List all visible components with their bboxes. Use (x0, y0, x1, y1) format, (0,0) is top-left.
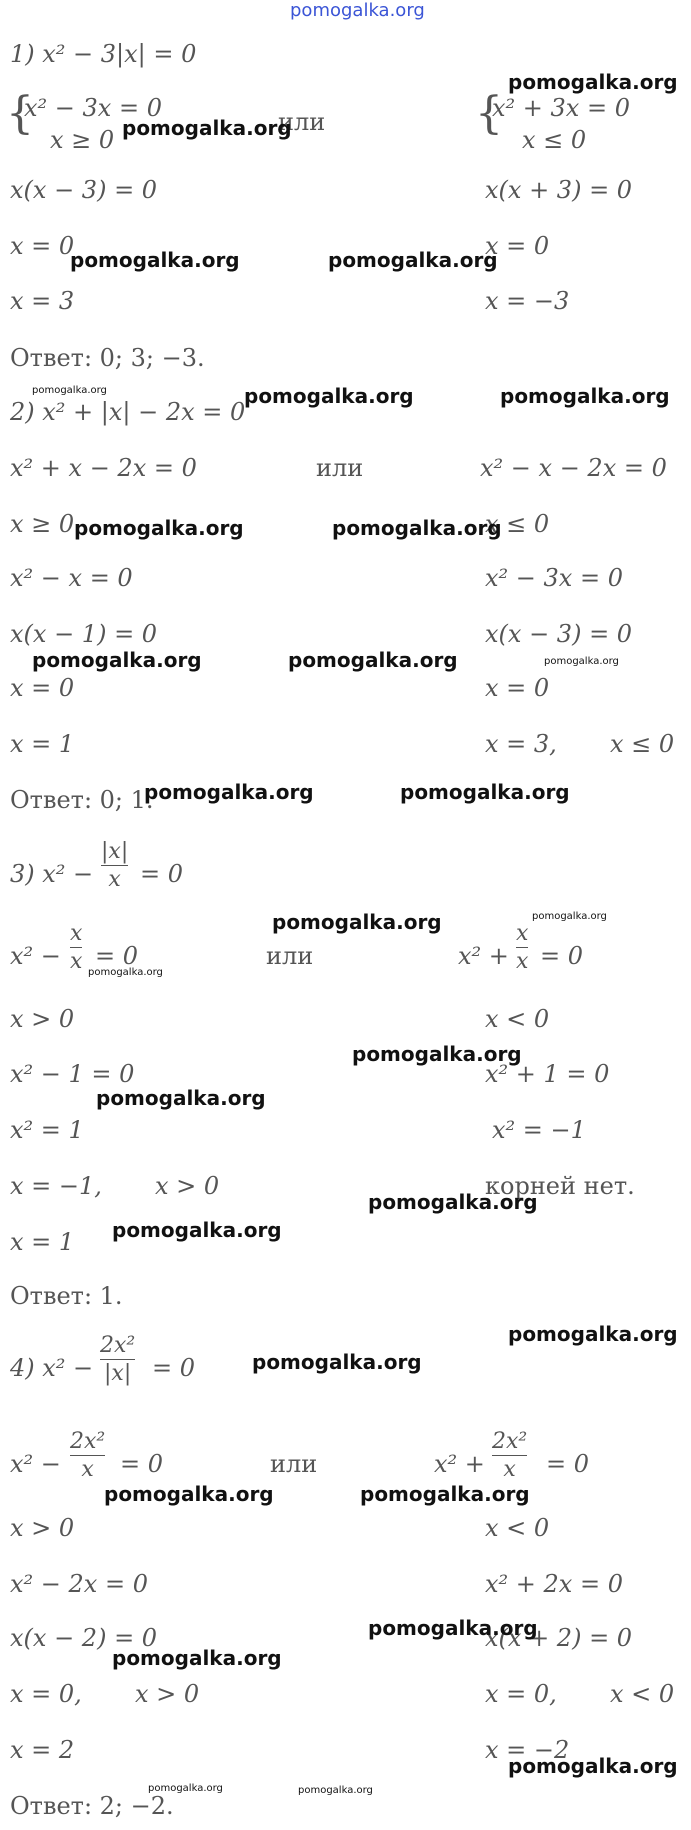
p3-title-denominator: x (108, 867, 121, 893)
watermark: pomogalka.org (70, 248, 240, 272)
watermark: pomogalka.org (112, 1218, 282, 1242)
watermark: pomogalka.org (288, 648, 458, 672)
watermark: pomogalka.org (532, 911, 607, 922)
p1-sys-right-2: x ≤ 0 (522, 126, 587, 154)
watermark: pomogalka.org (328, 248, 498, 272)
p3-left-1: x > 0 (10, 1005, 75, 1033)
p1-left-2: x = 0 (10, 232, 75, 260)
p2-right-5-condition: x ≤ 0 (610, 730, 675, 758)
p1-sys-right-1: x² + 3x = 0 (492, 94, 630, 122)
p4-title-pre: 4) x² − (10, 1354, 94, 1382)
watermark: pomogalka.org (244, 384, 414, 408)
p4-right-0-pre: x² + (434, 1450, 485, 1478)
p2-right-5: x = 3, (485, 730, 557, 758)
p3-left-0-denominator: x (70, 949, 83, 975)
watermark: pomogalka.org (32, 385, 107, 396)
p3-right-0-pre: x² + (458, 942, 509, 970)
p4-left-4-condition: x > 0 (135, 1680, 200, 1708)
watermark: pomogalka.org (74, 516, 244, 540)
watermark: pomogalka.org (272, 910, 442, 934)
p2-left-4: x = 0 (10, 674, 75, 702)
p3-left-2: x² − 1 = 0 (10, 1060, 135, 1088)
p3-title-numerator: |x| (101, 839, 129, 864)
problem-1-title: 1) x² − 3|x| = 0 (10, 40, 197, 68)
p4-title-numerator: 2x² (100, 1333, 136, 1358)
p4-right-0-denominator: x (503, 1457, 516, 1483)
watermark: pomogalka.org (544, 656, 619, 667)
watermark: pomogalka.org (104, 1482, 274, 1506)
p2-left-2: x² − x = 0 (10, 564, 133, 592)
p3-right-0-fraction (516, 922, 528, 973)
p1-answer: Ответ: 0; 3; −3. (10, 344, 205, 372)
watermark: pomogalka.org (298, 1785, 373, 1796)
p4-left-5: x = 2 (10, 1736, 75, 1764)
p3-title-pre: 3) x² − (10, 860, 94, 888)
p4-right-0-numerator: 2x² (492, 1429, 528, 1454)
watermark: pomogalka.org (122, 116, 292, 140)
watermark: pomogalka.org (332, 516, 502, 540)
watermark: pomogalka.org (508, 70, 678, 94)
p4-left-0-fraction (70, 1430, 105, 1481)
watermark: pomogalka.org (368, 1616, 538, 1640)
p4-or: или (270, 1450, 318, 1478)
p4-right-1: x < 0 (485, 1514, 550, 1542)
top-watermark: pomogalka.org (290, 0, 425, 21)
watermark: pomogalka.org (112, 1646, 282, 1670)
p3-title-post: = 0 (140, 860, 184, 888)
p3-left-0-fraction (70, 922, 82, 973)
p2-left-5: x = 1 (10, 730, 75, 758)
p4-right-5: x = −2 (485, 1736, 570, 1764)
p3-right-0-denominator: x (516, 949, 529, 975)
p1-right-1: x(x + 3) = 0 (485, 176, 633, 204)
watermark: pomogalka.org (352, 1042, 522, 1066)
p2-or: или (316, 454, 364, 482)
p3-right-3: x² = −1 (492, 1116, 586, 1144)
p4-right-0-post: = 0 (546, 1450, 590, 1478)
p4-answer: Ответ: 2; −2. (10, 1792, 174, 1820)
p4-right-4-condition: x < 0 (610, 1680, 675, 1708)
p1-or: или (278, 108, 326, 136)
p2-right-2: x² − 3x = 0 (485, 564, 623, 592)
watermark: pomogalka.org (32, 648, 202, 672)
p1-right-3: x = −3 (485, 287, 570, 315)
p4-left-0-post: = 0 (120, 1450, 164, 1478)
problem-2-title: 2) x² + |x| − 2x = 0 (10, 398, 246, 426)
p3-left-3: x² = 1 (10, 1116, 84, 1144)
p3-right-2: x² + 1 = 0 (485, 1060, 610, 1088)
p4-left-0-pre: x² − (10, 1450, 61, 1478)
watermark: pomogalka.org (360, 1482, 530, 1506)
p4-left-0-denominator: x (81, 1457, 94, 1483)
p4-left-4: x = 0, (10, 1680, 82, 1708)
watermark: pomogalka.org (400, 780, 570, 804)
p3-left-4-condition: x > 0 (155, 1172, 220, 1200)
watermark: pomogalka.org (508, 1754, 678, 1778)
p2-left-3: x(x − 1) = 0 (10, 620, 158, 648)
p1-sys-left-2: x ≥ 0 (50, 126, 115, 154)
p4-left-0-numerator: 2x² (70, 1429, 106, 1454)
p4-left-3: x(x − 2) = 0 (10, 1624, 158, 1652)
p3-left-0-pre: x² − (10, 942, 61, 970)
watermark: pomogalka.org (368, 1190, 538, 1214)
p4-right-3: x(x + 2) = 0 (485, 1624, 633, 1652)
p2-right-4: x = 0 (485, 674, 550, 702)
p3-right-1: x < 0 (485, 1005, 550, 1033)
p1-right-2: x = 0 (485, 232, 550, 260)
p1-left-1: x(x − 3) = 0 (10, 176, 158, 204)
watermark: pomogalka.org (96, 1086, 266, 1110)
system-brace-right: { (475, 88, 503, 139)
p3-right-0-numerator: x (516, 921, 529, 946)
p3-right-0-post: = 0 (540, 942, 584, 970)
p2-left-1: x ≥ 0 (10, 510, 75, 538)
p3-left-0-numerator: x (70, 921, 83, 946)
p3-title-fraction (101, 840, 128, 891)
p2-answer: Ответ: 0; 1. (10, 786, 154, 814)
watermark: pomogalka.org (144, 780, 314, 804)
p4-left-2: x² − 2x = 0 (10, 1570, 148, 1598)
system-brace-left: { (6, 88, 34, 139)
watermark: pomogalka.org (508, 1322, 678, 1346)
p4-left-1: x > 0 (10, 1514, 75, 1542)
p4-right-4: x = 0, (485, 1680, 557, 1708)
p4-right-0-fraction (492, 1430, 527, 1481)
p2-left-0: x² + x − 2x = 0 (10, 454, 197, 482)
p2-right-3: x(x − 3) = 0 (485, 620, 633, 648)
p3-or: или (266, 942, 314, 970)
p2-right-1: x ≤ 0 (485, 510, 550, 538)
p3-right-4: корней нет. (485, 1172, 635, 1200)
watermark: pomogalka.org (500, 384, 670, 408)
watermark: pomogalka.org (252, 1350, 422, 1374)
watermark: pomogalka.org (148, 1783, 223, 1794)
p4-title-post: = 0 (152, 1354, 196, 1382)
p3-left-4: x = −1, (10, 1172, 102, 1200)
p1-sys-left-1: x² − 3x = 0 (24, 94, 162, 122)
p2-right-0: x² − x − 2x = 0 (480, 454, 667, 482)
p3-answer: Ответ: 1. (10, 1282, 123, 1310)
p1-left-3: x = 3 (10, 287, 75, 315)
p4-title-fraction (100, 1334, 135, 1385)
p3-left-0-post: = 0 (95, 942, 139, 970)
p4-right-2: x² + 2x = 0 (485, 1570, 623, 1598)
watermark: pomogalka.org (88, 967, 163, 978)
p3-left-5: x = 1 (10, 1228, 75, 1256)
p4-title-denominator: |x| (104, 1361, 132, 1387)
